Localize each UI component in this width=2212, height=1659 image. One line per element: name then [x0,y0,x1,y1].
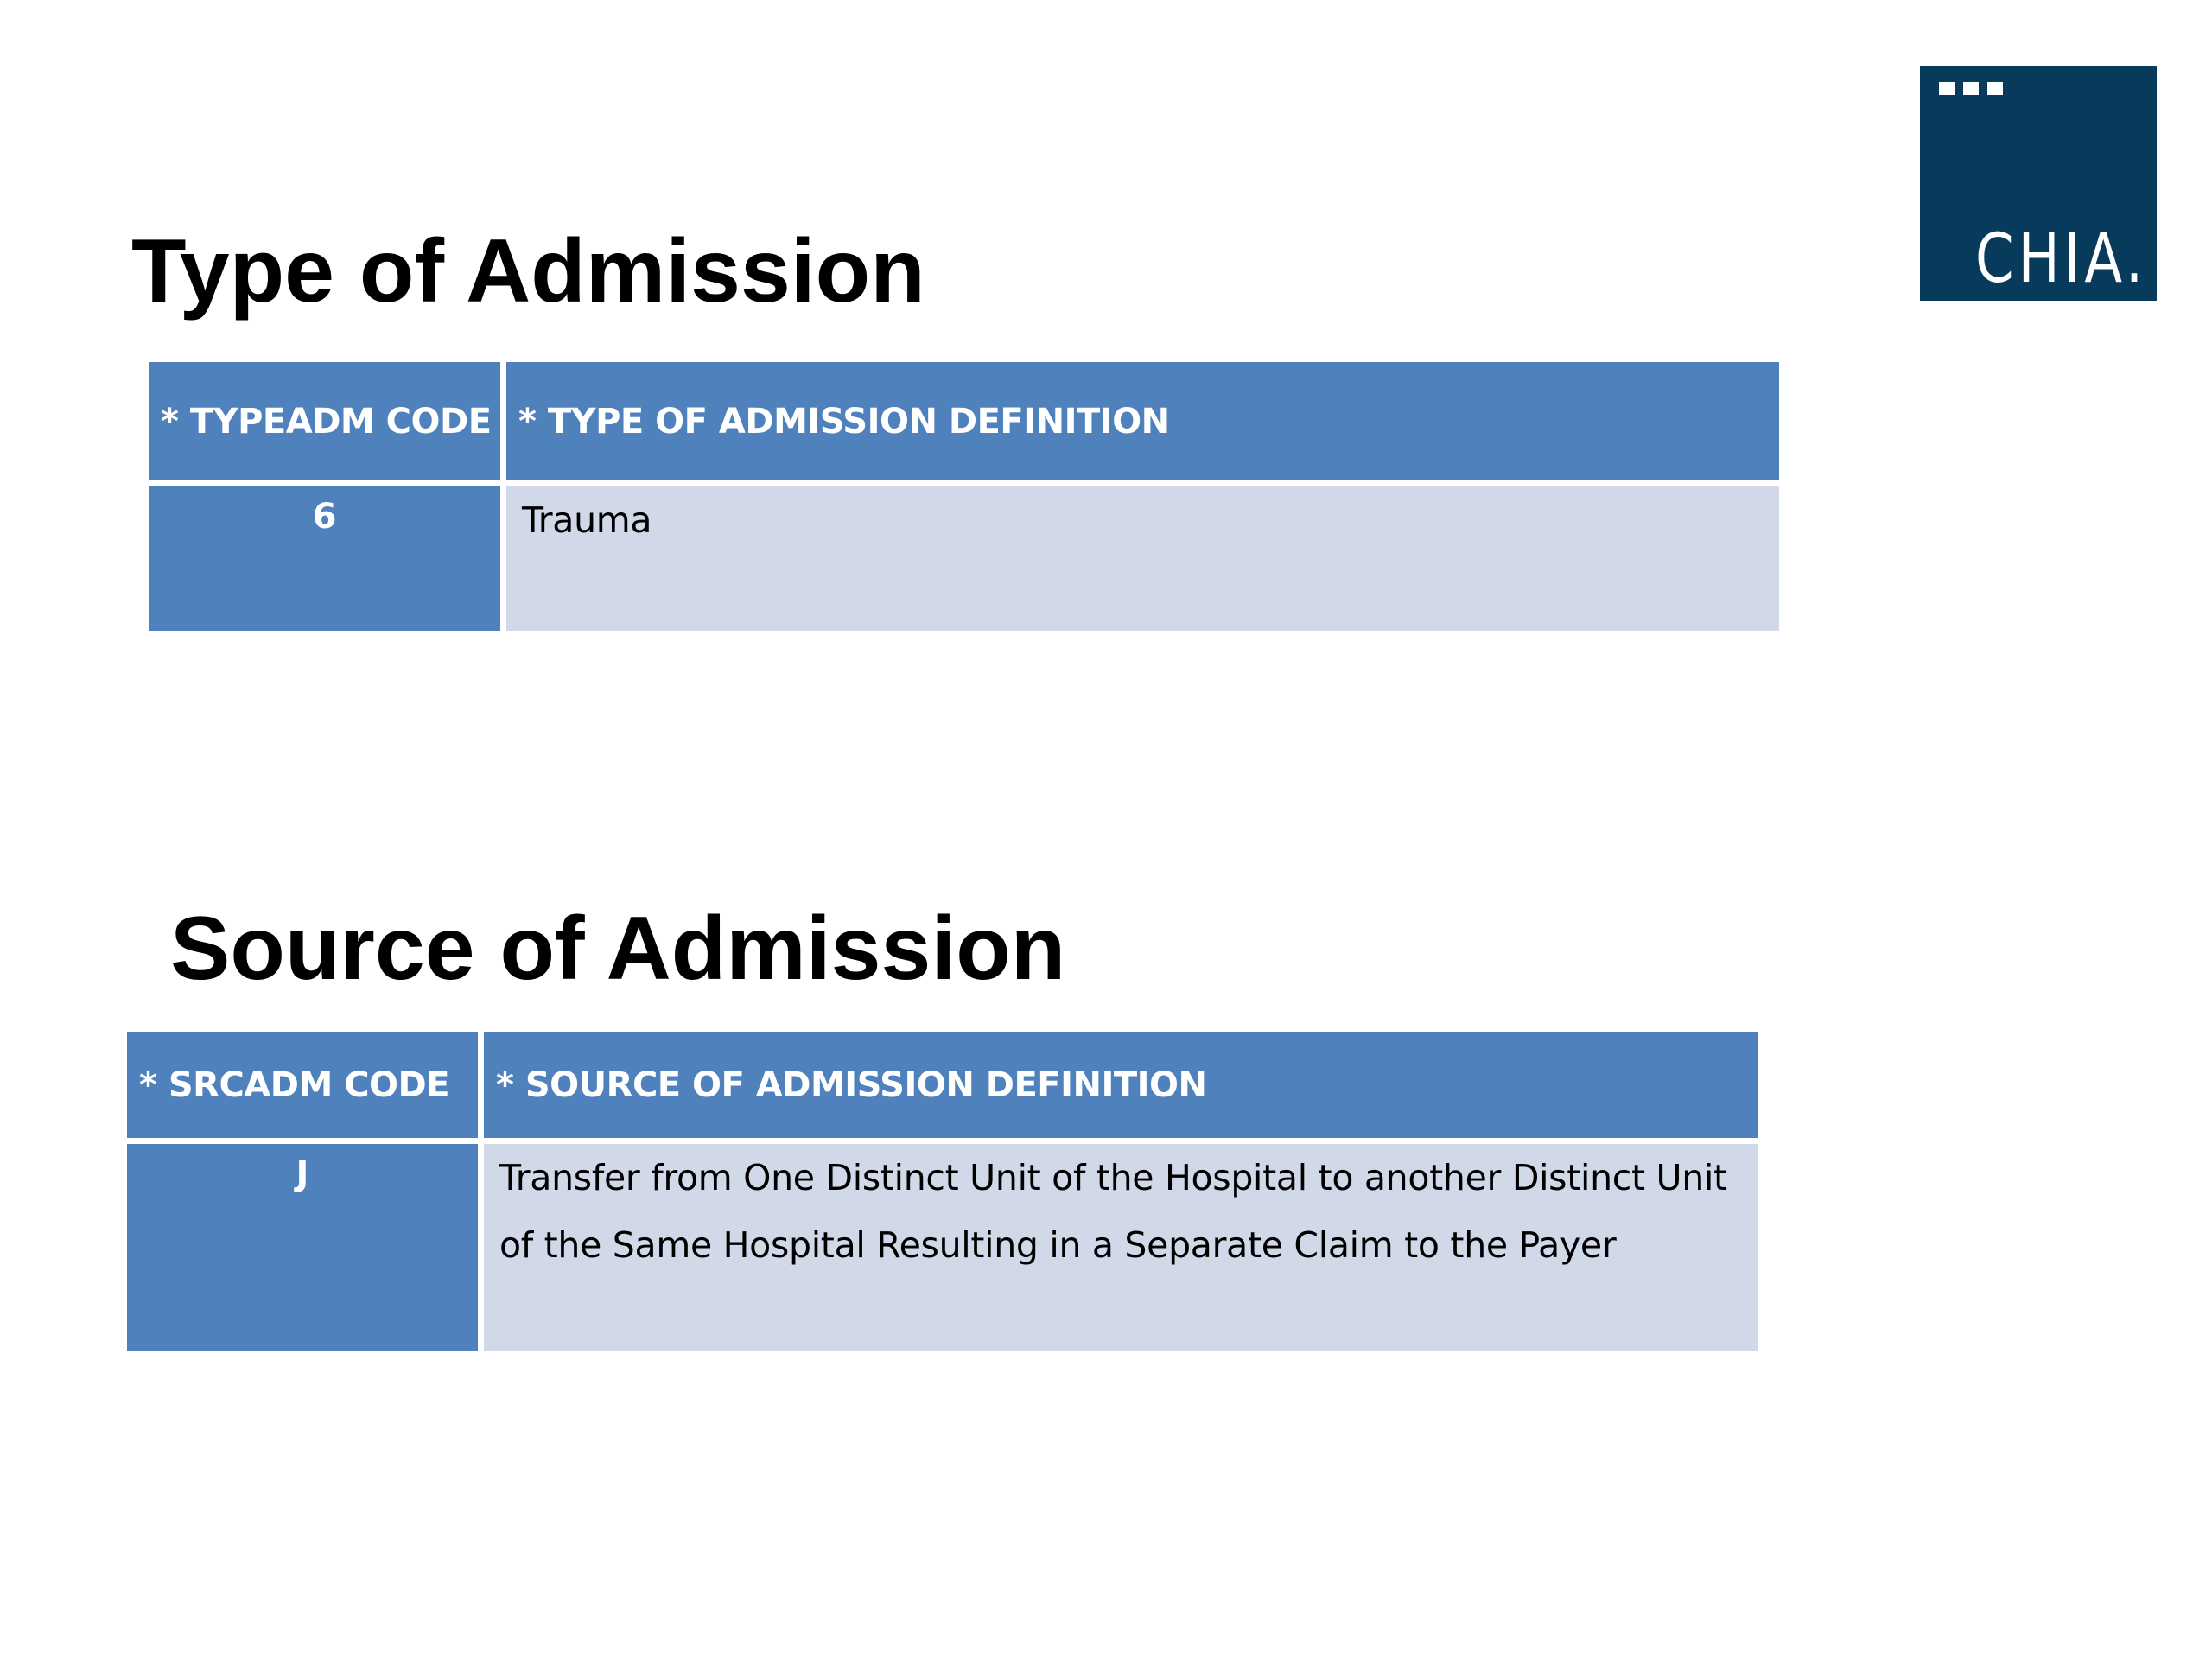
source-of-admission-title: Source of Admission [170,899,1066,999]
typeadm-code-header: * TYPEADM CODE [149,362,500,480]
type-of-admission-table [149,362,1779,631]
source-definition-cell: Transfer from One Distinct Unit of the Hospital to another Distinct Unit of the Same Hospital Resulting in a Separate Claim to the Payer [484,1144,1758,1351]
logo-text: CHIA. [1975,220,2148,298]
type-definition-cell: Trauma [506,486,1779,631]
type-definition-header: * TYPE OF ADMISSION DEFINITION [506,362,1779,480]
typeadm-code-cell: 6 [149,486,500,631]
logo-dots [1939,82,2003,95]
srcadm-code-cell: J [127,1144,478,1351]
srcadm-code-header: * SRCADM CODE [127,1032,478,1138]
logo-dot [1963,82,1979,95]
source-definition-header: * SOURCE OF ADMISSION DEFINITION [484,1032,1758,1138]
source-of-admission-table [127,1032,1758,1351]
logo-dot [1987,82,2003,95]
logo-dot [1939,82,1955,95]
chia-logo [1920,66,2157,301]
type-of-admission-title: Type of Admission [131,221,925,321]
